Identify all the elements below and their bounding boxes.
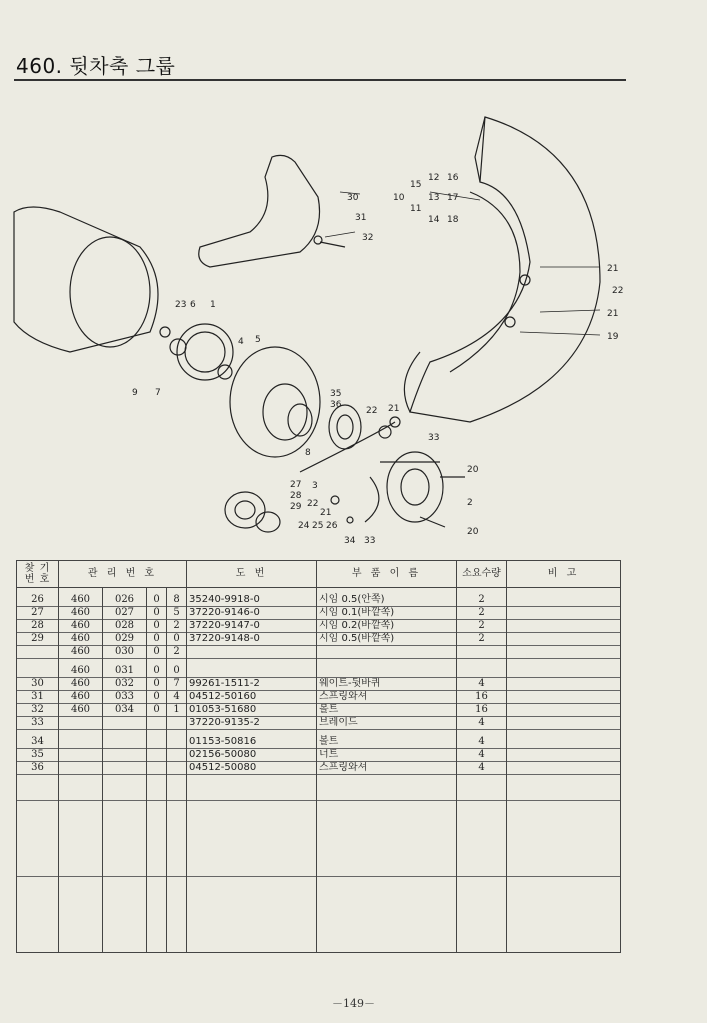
shim [225,492,265,528]
cell-a: 460 [59,588,103,607]
cell-item: 36 [17,762,59,775]
cell-code: 02156-50080 [187,749,317,762]
table-group [17,730,621,801]
cell-qty [457,646,507,659]
cell-c: 0 [147,588,167,607]
callout-20b: 20 [467,527,479,537]
cell-b: 028 [103,620,147,633]
cell-remarks [507,678,621,691]
cell-d: 8 [167,588,187,607]
table-group-empty [17,877,621,953]
cell-remarks [507,588,621,607]
callout-9: 9 [132,388,138,398]
header-remarks: 비 고 [507,561,621,588]
cell-a: 460 [59,678,103,691]
cell-a [59,749,103,762]
cell-name: 웨이트-뒷바퀴 [317,678,457,691]
table-row [17,659,621,678]
callout-18: 18 [447,215,459,225]
cell-c: 0 [147,691,167,704]
cell-c: 0 [147,704,167,717]
cell-b: 026 [103,588,147,607]
cell-remarks [507,749,621,762]
cell-code: 37220-9148-0 [187,633,317,646]
cell-code: 01053-51680 [187,704,317,717]
cell-qty: 4 [457,717,507,730]
page-title: 460. 뒷차축 그룹 [16,54,176,78]
table-group-empty [17,801,621,877]
callout-21c: 21 [388,404,400,414]
callout-35: 35 [330,389,342,399]
cell-b [103,762,147,775]
callout-15: 15 [410,180,422,190]
cell-name: 브레이드 [317,717,457,730]
header-qty: 소요수량 [457,561,507,588]
cell-b [103,730,147,749]
callout-13: 13 [428,193,440,203]
cell-c [147,762,167,775]
table-group [17,659,621,730]
cell-b: 032 [103,678,147,691]
cell-a: 460 [59,691,103,704]
cell-code [187,646,317,659]
cell-b: 033 [103,691,147,704]
cell-c: 0 [147,607,167,620]
cell-item: 30 [17,678,59,691]
cell-d [167,730,187,749]
cell-qty: 16 [457,704,507,717]
cell-item: 34 [17,730,59,749]
cell-item: 28 [17,620,59,633]
callout-26: 26 [326,521,338,531]
callout-1: 1 [210,300,216,310]
callout-14: 14 [428,215,440,225]
cell-qty: 4 [457,762,507,775]
cell-qty: 2 [457,588,507,607]
cell-a [59,730,103,749]
cell-code: 37220-9147-0 [187,620,317,633]
cell-a: 460 [59,659,103,678]
table-row [17,749,621,762]
cell-qty: 2 [457,620,507,633]
callout-22: 22 [612,286,624,296]
cell-b: 030 [103,646,147,659]
cell-item: 35 [17,749,59,762]
cell-code: 04512-50160 [187,691,317,704]
table-row-spacer [17,775,621,801]
cell-d: 2 [167,620,187,633]
cell-remarks [507,620,621,633]
title-rule [14,79,626,81]
cell-item: 29 [17,633,59,646]
cell-qty [457,659,507,678]
cell-b: 029 [103,633,147,646]
callout-16: 16 [447,173,459,183]
callout-21b: 21 [607,309,619,319]
callout-21d: 21 [320,508,332,518]
cell-item: 32 [17,704,59,717]
table-row [17,620,621,633]
cell-qty: 2 [457,633,507,646]
cell-remarks [507,659,621,678]
table-row [17,607,621,620]
cell-remarks [507,704,621,717]
callout-4: 4 [238,337,244,347]
callout-22c: 22 [307,499,319,509]
cell-d: 5 [167,607,187,620]
cell-item [17,646,59,659]
table-row [17,691,621,704]
wheel-rim [450,192,520,372]
header-item-no: 찾 기 번 호 [17,561,59,588]
cell-code [187,659,317,678]
cell-d: 7 [167,678,187,691]
cell-qty: 2 [457,607,507,620]
cell-b [103,749,147,762]
cell-code: 35240-9918-0 [187,588,317,607]
table-row [17,730,621,749]
cell-c: 0 [147,678,167,691]
table-row [17,704,621,717]
cell-name: 볼트 [317,704,457,717]
table-row [17,588,621,607]
cell-qty: 4 [457,730,507,749]
table-row [17,646,621,659]
table-row [17,633,621,646]
cell-code: 01153-50816 [187,730,317,749]
cell-b: 031 [103,659,147,678]
cell-name: 시임 0.2(바깥쪽) [317,620,457,633]
callout-2: 2 [467,498,473,508]
callout-28: 28 [290,491,302,501]
header-drawing-no: 도 번 [187,561,317,588]
callout-30: 30 [347,193,359,203]
cell-name [317,659,457,678]
cell-remarks [507,717,621,730]
cell-c: 0 [147,633,167,646]
cell-remarks [507,646,621,659]
wheel-weight [199,155,320,267]
cell-remarks [507,730,621,749]
cell-qty: 4 [457,678,507,691]
parts-table [16,560,621,953]
callout-10: 10 [393,193,405,203]
table-group [17,588,621,659]
callout-12: 12 [428,173,440,183]
callout-31: 31 [355,213,367,223]
cell-remarks [507,607,621,620]
callout-22b: 22 [366,406,378,416]
cell-b [103,717,147,730]
callout-17: 17 [447,193,459,203]
cell-name: 스프링와셔 [317,691,457,704]
cell-name: 볼트 [317,730,457,749]
table-row [17,717,621,730]
callout-8: 8 [305,448,311,458]
cell-c [147,749,167,762]
callout-36: 36 [330,400,342,410]
callout-33: 33 [428,433,440,443]
cell-d: 1 [167,704,187,717]
cell-d: 2 [167,646,187,659]
axle-housing [14,207,158,352]
callout-3: 3 [312,481,318,491]
cell-d: 0 [167,659,187,678]
callout-29: 29 [290,502,302,512]
cell-a: 460 [59,607,103,620]
cell-c: 0 [147,620,167,633]
callout-19: 19 [607,332,619,342]
cell-d: 0 [167,633,187,646]
cell-b: 027 [103,607,147,620]
callout-11: 11 [410,204,422,214]
callout-25: 25 [312,521,324,531]
cell-a: 460 [59,704,103,717]
exploded-parts-diagram [0,82,707,560]
cell-c [147,717,167,730]
callout-24: 24 [298,521,310,531]
cell-name: 스프링와셔 [317,762,457,775]
callout-33b: 33 [364,536,376,546]
cell-remarks [507,633,621,646]
cell-d [167,717,187,730]
cell-b: 034 [103,704,147,717]
cell-code: 37220-9146-0 [187,607,317,620]
header-mgmt-no: 관 리 번 호 [59,561,187,588]
cell-name: 너트 [317,749,457,762]
callout-5: 5 [255,335,261,345]
cell-item [17,659,59,678]
callout-27: 27 [290,480,302,490]
cell-qty: 16 [457,691,507,704]
table-row [17,678,621,691]
cell-c: 0 [147,659,167,678]
cell-code: 99261-1511-2 [187,678,317,691]
cell-a: 460 [59,633,103,646]
cell-code: 04512-50080 [187,762,317,775]
cell-name: 시임 0.5(안쪽) [317,588,457,607]
cell-qty: 4 [457,749,507,762]
callout-34: 34 [344,536,356,546]
tire [410,117,600,422]
callout-32: 32 [362,233,374,243]
cell-d [167,762,187,775]
callout-7: 7 [155,388,161,398]
hub-housing [230,347,320,457]
cell-d [167,749,187,762]
page-number: －149－ [332,997,375,1010]
cell-name: 시임 0.5(바깥쪽) [317,633,457,646]
cell-c [147,730,167,749]
cell-name [317,646,457,659]
cell-code: 37220-9135-2 [187,717,317,730]
cell-remarks [507,762,621,775]
cell-a [59,762,103,775]
header-part-name: 부 품 이 름 [317,561,457,588]
cell-item: 27 [17,607,59,620]
bearing [329,405,361,449]
cell-a: 460 [59,646,103,659]
cell-remarks [507,691,621,704]
callout-21: 21 [607,264,619,274]
cell-item: 33 [17,717,59,730]
table-row [17,762,621,775]
table-header [17,561,621,588]
cell-item: 31 [17,691,59,704]
cell-d: 4 [167,691,187,704]
cell-a: 460 [59,620,103,633]
cell-a [59,717,103,730]
callout-20: 20 [467,465,479,475]
callout-23: 23 [175,300,187,310]
cell-item: 26 [17,588,59,607]
cell-c: 0 [147,646,167,659]
callout-6: 6 [190,300,196,310]
cell-name: 시임 0.1(바깥쪽) [317,607,457,620]
